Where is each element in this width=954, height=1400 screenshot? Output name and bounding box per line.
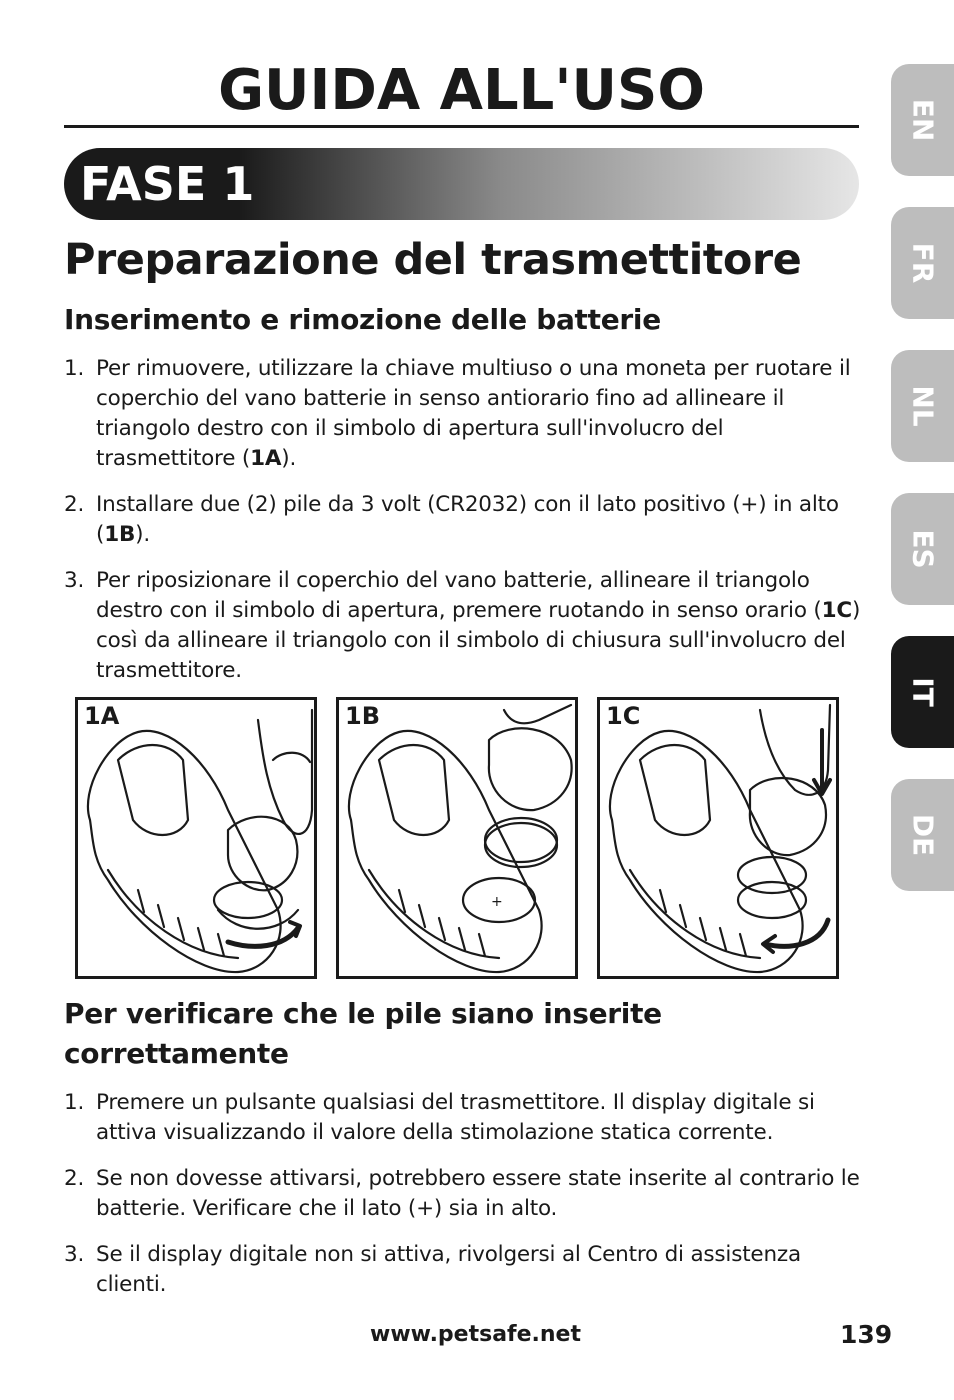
figure-label: 1C <box>606 702 641 730</box>
language-tab-fr[interactable] <box>891 207 954 319</box>
list-item <box>64 1164 864 1224</box>
step-number: 2. <box>64 492 85 517</box>
language-tab-label: IT <box>906 677 939 707</box>
step-text: Per rimuovere, utilizzare la chiave multiuso o una moneta per ruotare il coperchio del vano batterie in senso antiorario fino ad allineare il triangolo destro con il simbolo di apertura sull'involucro del trasmettitore ( <box>96 356 851 471</box>
step-number: 1. <box>64 1090 85 1115</box>
page-number: 139 <box>840 1320 893 1349</box>
figure-ref: 1B <box>104 522 136 547</box>
phase-banner <box>64 148 859 220</box>
battery-steps <box>64 354 864 702</box>
language-tab-it[interactable] <box>891 636 954 748</box>
step-text: Se il display digitale non si attiva, rivolgersi al Centro di assistenza clienti. <box>96 1242 801 1297</box>
svg-text:+: + <box>491 894 503 910</box>
step-text-after: ) così da allineare il triangolo con il simbolo di chiusura sull'involucro del trasmettitore. <box>96 598 861 683</box>
language-tab-en[interactable] <box>891 64 954 176</box>
step-text: Se non dovesse attivarsi, potrebbero essere state inserite al contrario le batterie. Verificare che il lato (+) sia in alto. <box>96 1166 860 1221</box>
language-tab-es[interactable] <box>891 493 954 605</box>
figure-label: 1A <box>84 702 120 730</box>
list-item <box>64 1088 864 1148</box>
language-tab-de[interactable] <box>891 779 954 891</box>
figure-1b <box>336 697 578 979</box>
step-text-after: ). <box>281 446 297 471</box>
step-number: 3. <box>64 1242 85 1267</box>
figure-ref: 1A <box>250 446 282 471</box>
phase-label: FASE 1 <box>80 157 255 211</box>
step-number: 2. <box>64 1166 85 1191</box>
step-text-after: ). <box>135 522 150 547</box>
figure-label: 1B <box>345 702 380 730</box>
step-text: Per riposizionare il coperchio del vano batterie, allineare il triangolo destro con il simbolo di apertura, premere ruotando in senso orario ( <box>96 568 822 623</box>
language-tab-label: ES <box>906 529 939 569</box>
step-text: Installare due (2) pile da 3 volt (CR2032) con il lato positivo (+) in alto ( <box>96 492 839 547</box>
figure-ref: 1C <box>821 598 852 623</box>
title-divider <box>64 125 859 128</box>
transmitter-cover-replace-illustration <box>600 700 836 976</box>
step-number: 1. <box>64 356 85 381</box>
verify-heading: Per verificare che le pile siano inserite correttamente <box>64 997 662 1070</box>
page-title: GUIDA ALL'USO <box>218 58 705 123</box>
step-text: Premere un pulsante qualsiasi del trasmettitore. Il display digitale si attiva visualizzando il valore della stimolazione statica corrente. <box>96 1090 815 1145</box>
list-item <box>64 566 864 686</box>
figure-1a <box>75 697 317 979</box>
language-tab-nl[interactable] <box>891 350 954 462</box>
section-title: Preparazione del trasmettitore <box>64 235 802 285</box>
list-item <box>64 490 864 550</box>
figure-1c <box>597 697 839 979</box>
language-tab-label: EN <box>906 98 939 142</box>
transmitter-battery-insert-illustration <box>339 700 575 976</box>
language-tab-label: DE <box>906 813 939 857</box>
verify-steps <box>64 1088 864 1316</box>
language-tab-label: FR <box>906 242 939 284</box>
language-tab-label: NL <box>906 385 939 427</box>
footer-url[interactable]: www.petsafe.net <box>370 1322 581 1347</box>
transmitter-battery-removal-illustration <box>78 700 314 976</box>
step-number: 3. <box>64 568 85 593</box>
battery-heading: Inserimento e rimozione delle batterie <box>64 303 661 336</box>
list-item <box>64 354 864 474</box>
list-item <box>64 1240 864 1300</box>
